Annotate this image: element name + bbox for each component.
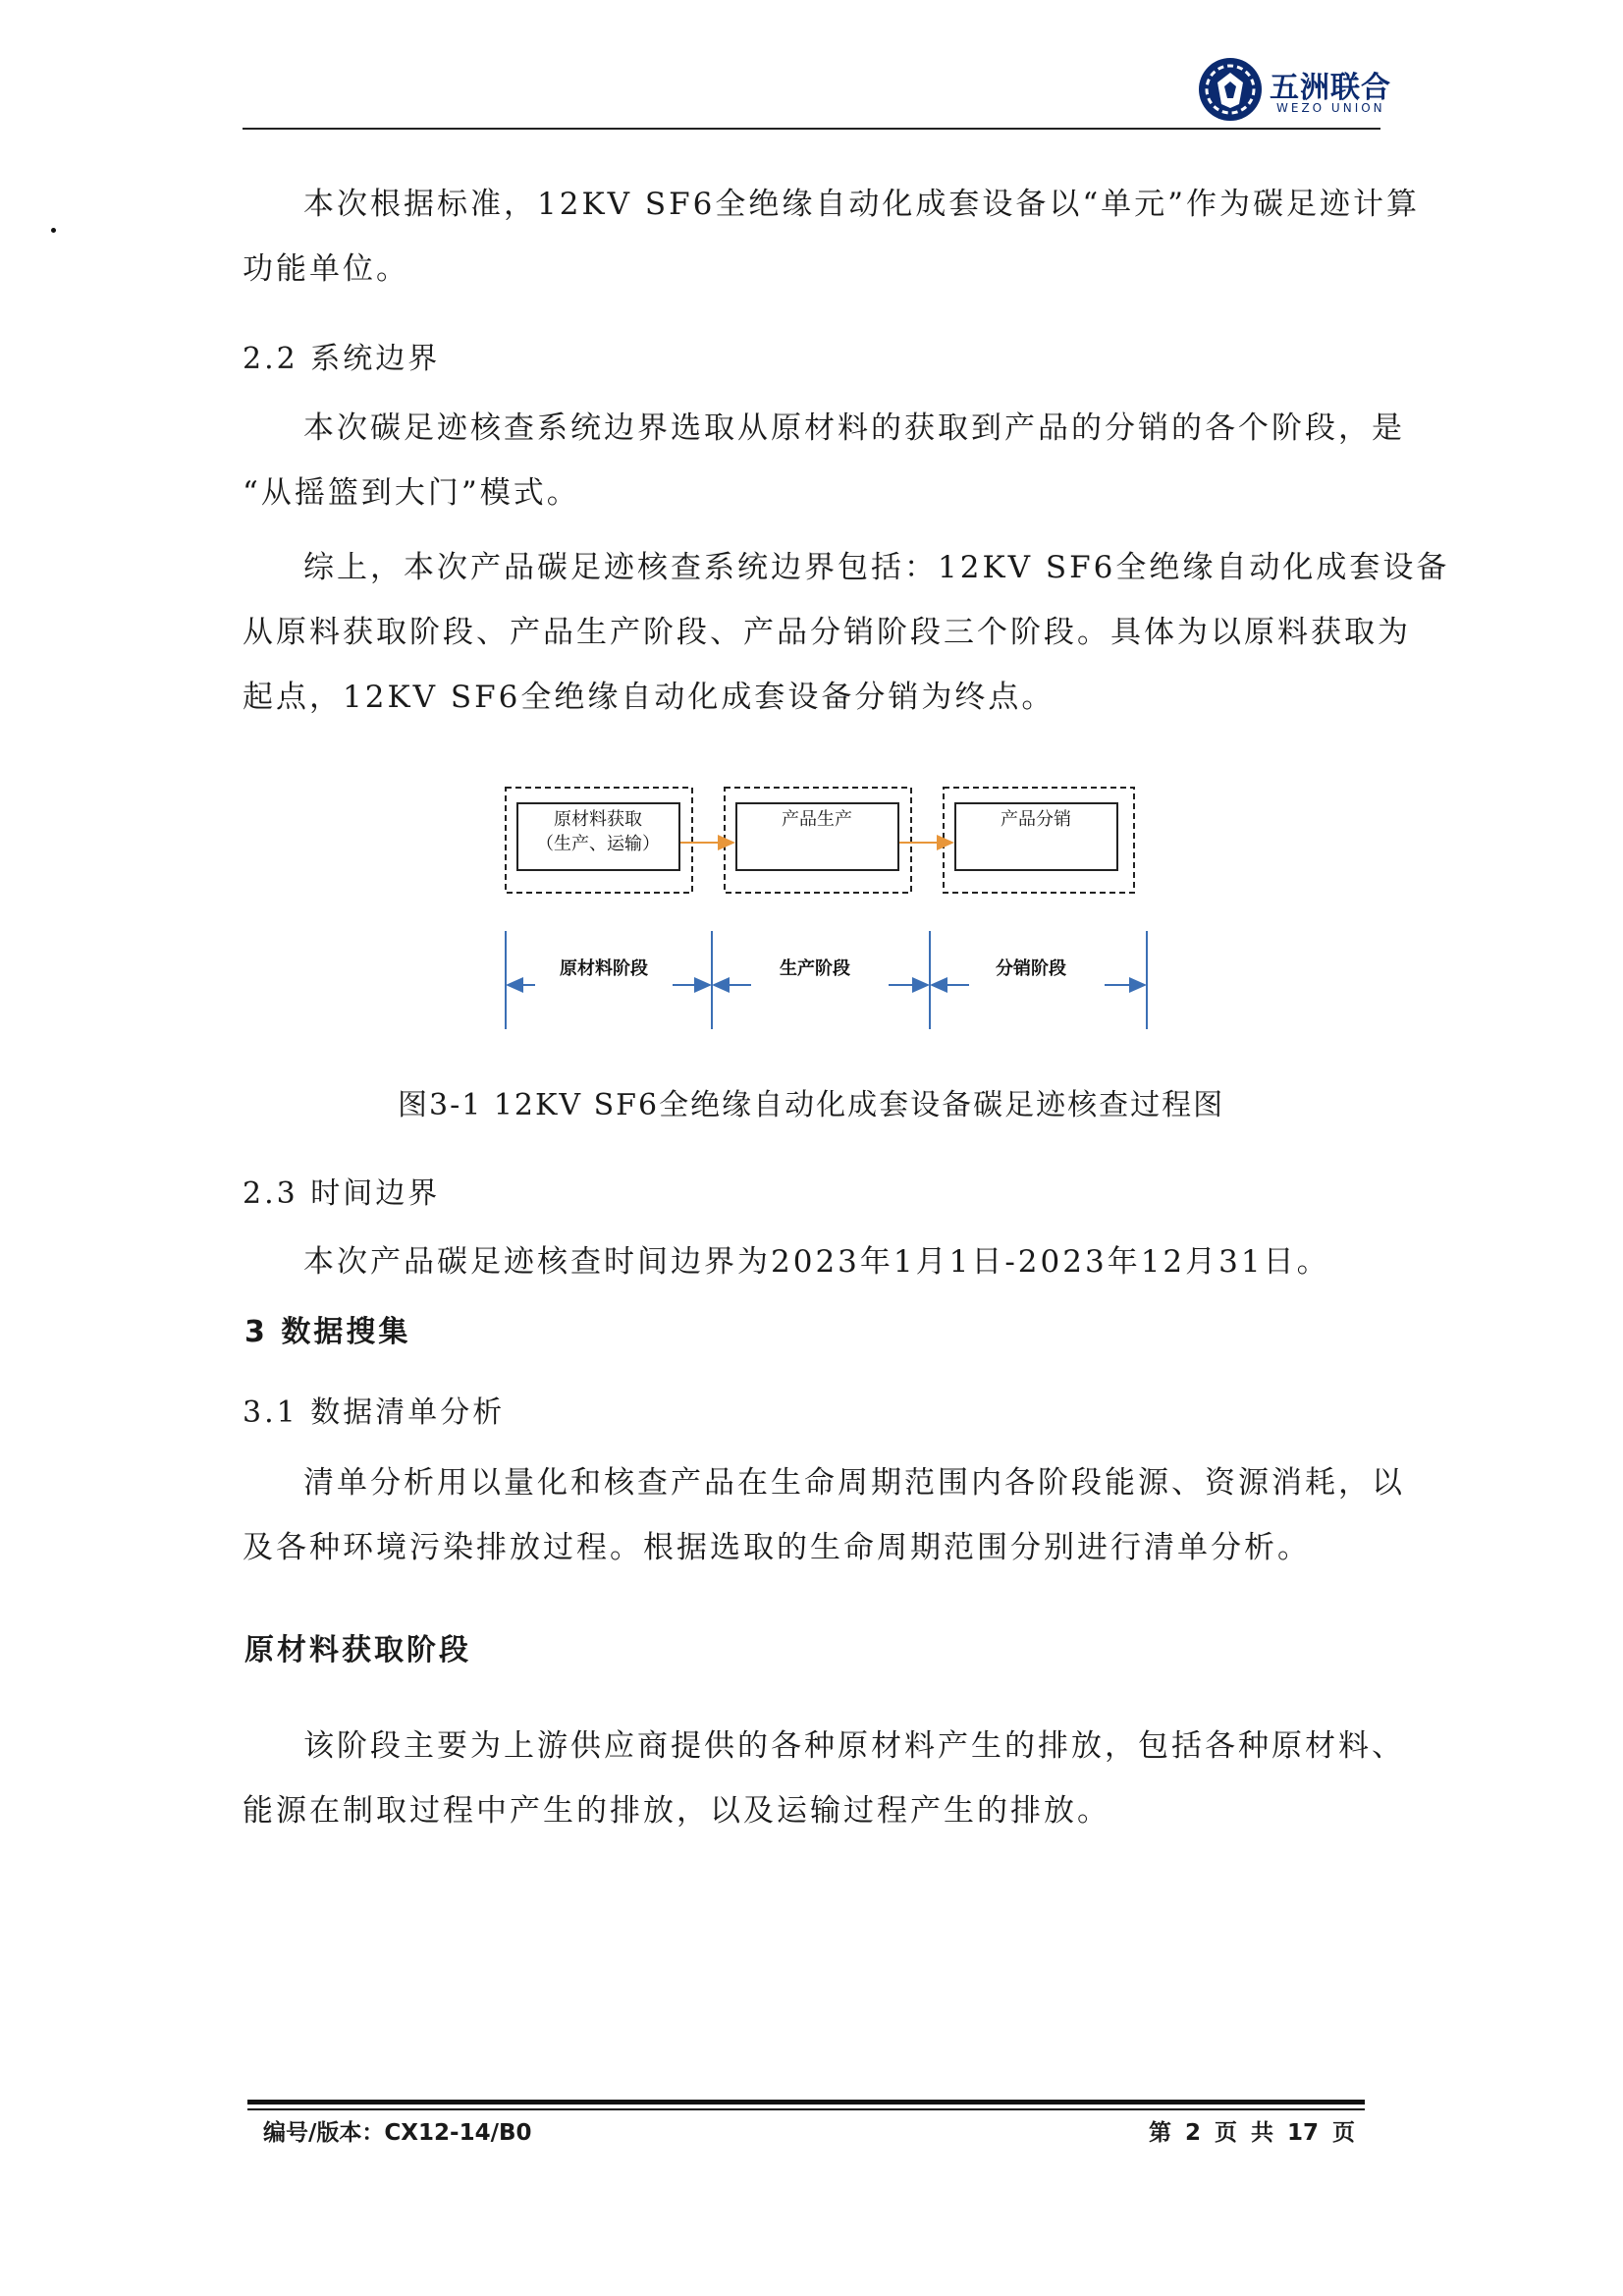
stage-label-distribution: 分销阶段 [996, 958, 1066, 979]
box-label-production: 产品生产 [782, 809, 852, 830]
paragraph-line: 从原料获取阶段、产品生产阶段、产品分销阶段三个阶段。具体为以原料获取为 [243, 615, 1411, 650]
process-diagram [496, 776, 1163, 1031]
stage-label-production: 生产阶段 [780, 958, 850, 979]
section-heading-2-3: 2.3 时间边界 [243, 1176, 441, 1211]
paragraph-line: 起点，12KV SF6全绝缘自动化成套设备分销为终点。 [243, 680, 1055, 715]
paragraph-line: 本次根据标准，12KV SF6全绝缘自动化成套设备以“单元”作为碳足迹计算 [303, 187, 1421, 222]
footer-rule-thin [247, 2108, 1365, 2110]
section-heading-3-1: 3.1 数据清单分析 [243, 1395, 506, 1430]
footer-rule-thick [247, 2100, 1365, 2105]
box-label-distribution: 产品分销 [1001, 809, 1071, 830]
stage-label-raw: 原材料阶段 [560, 958, 648, 979]
scan-speck [51, 228, 56, 233]
paragraph-line: 本次产品碳足迹核查时间边界为2023年1月1日-2023年12月31日。 [303, 1244, 1330, 1280]
figure-caption: 图3-1 12KV SF6全绝缘自动化成套设备碳足迹核查过程图 [398, 1088, 1225, 1122]
logo-wordmark: 五洲联合 [1270, 71, 1391, 105]
box-label-raw: 原材料获取 [554, 809, 642, 830]
paragraph-line: 能源在制取过程中产生的排放，以及运输过程产生的排放。 [243, 1793, 1110, 1829]
paragraph-line: 及各种环境污染排放过程。根据选取的生命周期范围分别进行清单分析。 [243, 1530, 1311, 1565]
header-rule [243, 128, 1380, 130]
box-label-raw-sub: （生产、运输） [536, 834, 660, 854]
document-number: 编号/版本：CX12-14/B0 [263, 2120, 532, 2146]
paragraph-line: 本次碳足迹核查系统边界选取从原材料的获取到产品的分销的各个阶段，是 [303, 410, 1405, 446]
paragraph-line: 清单分析用以量化和核查产品在生命周期范围内各阶段能源、资源消耗，以 [303, 1465, 1405, 1501]
subsection-heading-raw-stage: 原材料获取阶段 [244, 1633, 471, 1667]
page-number: 第 2 页 共 17 页 [1149, 2120, 1356, 2146]
paragraph-line: 该阶段主要为上游供应商提供的各种原材料产生的排放，包括各种原材料、 [303, 1728, 1405, 1764]
logo-subtitle: WEZO UNION [1276, 101, 1385, 115]
paragraph-line: 功能单位。 [243, 251, 409, 287]
paragraph-line: 综上，本次产品碳足迹核查系统边界包括：12KV SF6全绝缘自动化成套设备 [303, 550, 1450, 585]
section-heading-2-2: 2.2 系统边界 [243, 342, 441, 376]
paragraph-line: “从摇篮到大门”模式。 [243, 475, 580, 511]
section-heading-3: 3 数据搜集 [244, 1315, 411, 1349]
